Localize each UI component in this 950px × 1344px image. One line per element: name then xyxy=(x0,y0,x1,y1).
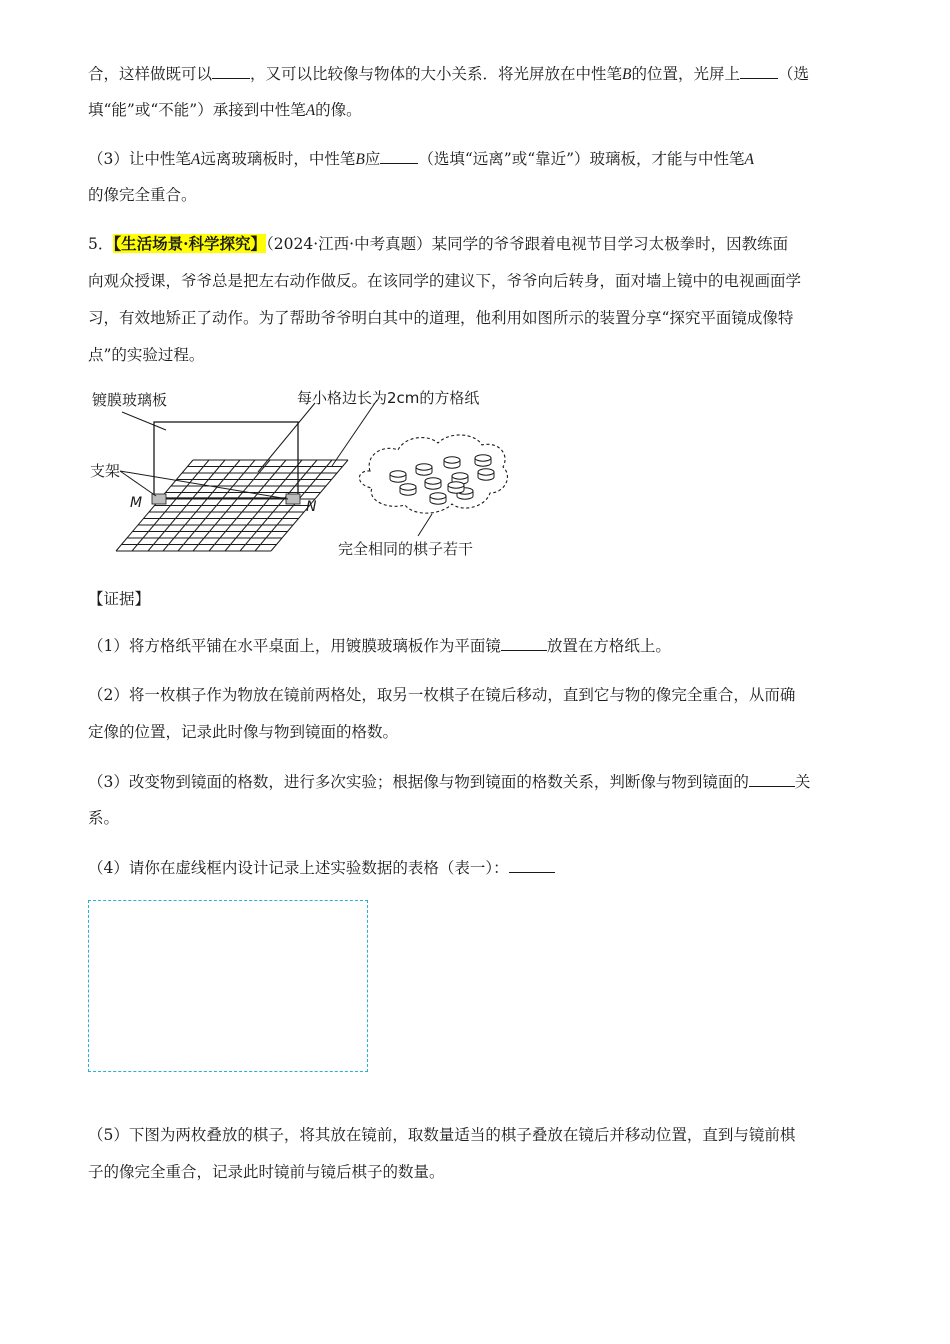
paragraph-line: 习，有效地矫正了动作。为了帮助爷爷明白其中的道理，他利用如图所示的装置分享“探究平面镜成像特 xyxy=(88,309,794,327)
text-segment: （4）请你在虚线框内设计记录上述实验数据的表格（表一）： xyxy=(88,859,509,877)
text-segment: 关 xyxy=(794,773,811,791)
step-5: （5）下图为两枚叠放的棋子，将其放在镜前，取数量适当的棋子叠放在镜后并移动位置，直到与镜前棋 xyxy=(88,1126,796,1144)
text-segment: （选填“远离”或“靠近”）玻璃板，才能与中性笔 xyxy=(418,150,745,168)
table-design-box[interactable] xyxy=(88,900,368,1072)
chess-piece xyxy=(390,471,406,482)
text-segment: 填“能”或“不能”）承接到中性笔 xyxy=(88,101,306,119)
question-5-line xyxy=(88,233,788,255)
label-m: M xyxy=(130,495,143,511)
label-grid: 每小格边长为2cm的方格纸 xyxy=(297,389,480,407)
text-segment: （选 xyxy=(778,65,810,83)
chess-piece xyxy=(475,455,491,466)
variable-b: B xyxy=(622,66,632,83)
step-3 xyxy=(88,770,810,793)
paragraph-line xyxy=(88,62,809,86)
label-n: N xyxy=(306,499,317,515)
step-2-cont: 定像的位置，记录此时像与物到镜面的格数。 xyxy=(88,723,399,741)
chess-piece xyxy=(478,469,494,480)
paragraph-line: 向观众授课，爷爷总是把左右动作做反。在该同学的建议下，爷爷向后转身，面对墙上镜中的电视画面学 xyxy=(88,272,802,290)
experiment-figure xyxy=(80,378,520,563)
text-segment: （3）让中性笔 xyxy=(88,150,191,168)
answer-blank[interactable] xyxy=(749,770,795,787)
paragraph-line xyxy=(88,99,362,122)
variable-b: B xyxy=(355,151,365,168)
variable-a: A xyxy=(190,151,201,168)
answer-blank[interactable] xyxy=(509,856,555,873)
label-glass: 镀膜玻璃板 xyxy=(92,391,168,409)
label-stand: 支架 xyxy=(90,462,121,480)
text-segment: （3）改变物到镜面的格数，进行多次实验；根据像与物到镜面的格数关系，判断像与物到镜面的 xyxy=(88,773,749,791)
paragraph-line xyxy=(88,184,197,206)
text-segment: 的像完全重合。 xyxy=(88,186,197,204)
text-segment: （1）将方格纸平铺在水平桌面上，用镀膜玻璃板作为平面镜 xyxy=(88,637,501,655)
chess-piece xyxy=(416,464,432,475)
label-pieces: 完全相同的棋子若干 xyxy=(338,540,474,558)
step-5-cont: 子的像完全重合，记录此时镜前与镜后棋子的数量。 xyxy=(88,1163,445,1181)
paragraph-line xyxy=(88,147,754,171)
step-4 xyxy=(88,856,555,879)
question-tag: 【生活场景·科学探究】 xyxy=(113,234,267,253)
question-number: 5． xyxy=(88,235,114,253)
step-3-cont: 系。 xyxy=(88,809,120,827)
variable-a: A xyxy=(744,151,755,168)
chess-piece xyxy=(448,482,464,493)
chess-piece xyxy=(400,484,416,495)
answer-blank[interactable] xyxy=(212,62,250,79)
chess-piece xyxy=(444,457,460,468)
text-segment: ，又可以比较像与物体的大小关系．将光屏放在中性笔 xyxy=(250,65,623,83)
step-2: （2）将一枚棋子作为物放在镜前两格处，取另一枚棋子在镜后移动，直到它与物的像完全重合，从而确 xyxy=(88,686,796,704)
text-segment: 应 xyxy=(364,150,381,168)
chess-pieces xyxy=(390,455,494,504)
answer-blank[interactable] xyxy=(501,634,547,651)
text-segment: （2024·江西·中考真题）某同学的爷爷跟着电视节目学习太极拳时，因教练面 xyxy=(266,235,789,253)
answer-blank[interactable] xyxy=(740,62,778,79)
text-segment: 合，这样做既可以 xyxy=(88,65,213,83)
text-segment: 的像。 xyxy=(315,101,362,119)
text-segment: 放置在方格纸上。 xyxy=(546,637,671,655)
stand-n xyxy=(286,494,300,504)
variable-a: A xyxy=(305,102,316,119)
step-1 xyxy=(88,634,671,657)
chess-piece xyxy=(430,493,446,504)
text-segment: 的位置，光屏上 xyxy=(631,65,741,83)
answer-blank[interactable] xyxy=(380,147,418,164)
paragraph-line: 点”的实验过程。 xyxy=(88,346,205,364)
chess-piece xyxy=(425,478,441,489)
stand-m xyxy=(152,494,166,504)
evidence-heading: 【证据】 xyxy=(88,590,151,608)
text-segment: 远离玻璃板时，中性笔 xyxy=(200,150,356,168)
